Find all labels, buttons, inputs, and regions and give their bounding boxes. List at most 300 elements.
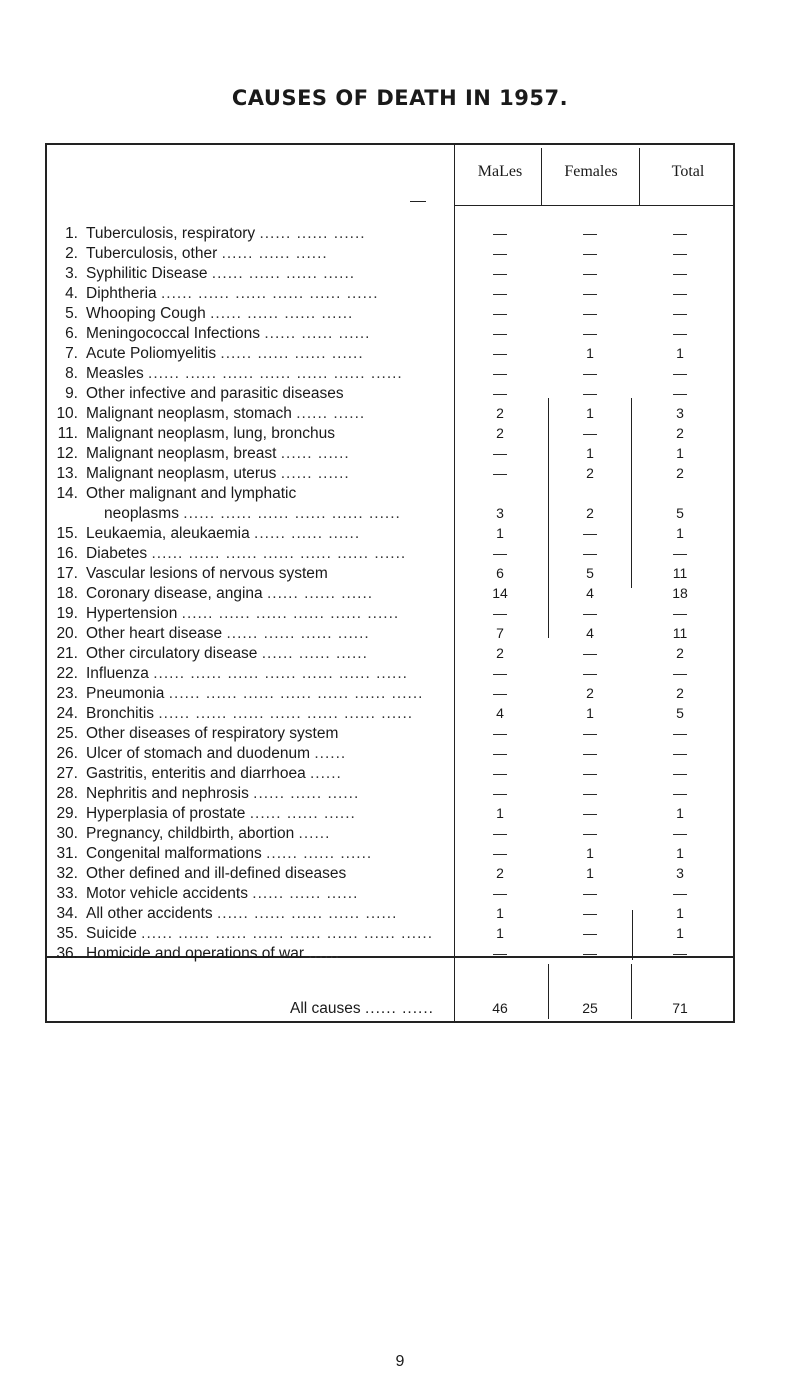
cell-females: 5 (586, 565, 594, 581)
cell-males: — (493, 845, 507, 861)
row-label (86, 345, 451, 363)
cell-total: 1 (676, 445, 684, 461)
header-underline (454, 205, 735, 206)
row-leader-dots: ...... ...... (280, 465, 350, 482)
row-number: 9. (65, 385, 78, 402)
cell-females: 1 (586, 445, 594, 461)
table-row (0, 585, 800, 605)
row-number: 31. (56, 845, 78, 862)
row-label (86, 565, 451, 583)
row-number: 19. (56, 605, 78, 622)
column-header-males: MaLes (477, 163, 523, 180)
cell-males: 1 (496, 925, 504, 941)
totals-label-dots: ...... ...... (364, 1000, 434, 1017)
cell-males: 2 (496, 865, 504, 881)
cell-males: — (493, 445, 507, 461)
row-number: 15. (56, 525, 78, 542)
cell-females: — (583, 365, 597, 381)
row-number: 20. (56, 625, 78, 642)
table-row (0, 725, 800, 745)
row-number: 27. (56, 765, 78, 782)
row-label (86, 305, 451, 323)
cell-males: — (493, 825, 507, 841)
row-leader-dots: ...... ...... ...... ...... ...... (216, 905, 398, 922)
row-label (86, 865, 451, 883)
row-number: 10. (56, 405, 78, 422)
column-header-total: Total (671, 163, 705, 180)
totals-label (290, 1000, 434, 1018)
row-label (86, 585, 451, 603)
row-label-text: Other circulatory disease (86, 645, 258, 662)
cell-total: — (673, 305, 687, 321)
row-label-text: Homicide and operations of war (86, 945, 304, 962)
row-number: 36. (56, 945, 78, 962)
row-leader-dots: ...... ...... ...... (221, 245, 328, 262)
row-label-text: Measles (86, 365, 144, 382)
cell-females: — (583, 265, 597, 281)
cell-females: — (583, 665, 597, 681)
page-title: CAUSES OF DEATH IN 1957. (231, 86, 569, 110)
row-number: 2. (65, 245, 78, 262)
table-row (0, 525, 800, 545)
row-number: 30. (56, 825, 78, 842)
row-number: 8. (65, 365, 78, 382)
row-number: 5. (65, 305, 78, 322)
table-row (0, 305, 800, 325)
row-leader-dots: ...... ...... ...... (254, 525, 361, 542)
row-label (86, 825, 451, 843)
cell-males: — (493, 305, 507, 321)
cell-males: 1 (496, 525, 504, 541)
row-label-text: Malignant neoplasm, stomach (86, 405, 292, 422)
row-leader-dots: ...... (298, 825, 331, 842)
cell-females: — (583, 225, 597, 241)
row-leader-dots: ...... ...... ...... (259, 225, 366, 242)
row-number: 7. (65, 345, 78, 362)
row-label-text: Other infective and parasitic diseases (86, 385, 344, 402)
row-leader-dots: ...... ...... ...... (261, 645, 368, 662)
row-leader-dots: ...... ...... ...... ...... ...... ...... ...... (168, 685, 424, 702)
cell-females: — (583, 525, 597, 541)
row-label-text: Hyperplasia of prostate (86, 805, 246, 822)
table-row (0, 405, 800, 425)
table-row (0, 545, 800, 565)
row-label (86, 605, 451, 623)
row-label-text: Malignant neoplasm, lung, bronchus (86, 425, 336, 442)
row-leader-dots: ...... ...... ...... ...... ...... ...... (183, 505, 401, 522)
row-leader-dots: ...... ...... (280, 445, 350, 462)
divider-females-total (639, 148, 640, 206)
row-number: 14. (56, 485, 78, 502)
row-label-text: Influenza (86, 665, 149, 682)
cell-females: — (583, 425, 597, 441)
row-label-text: Malignant neoplasm, breast (86, 445, 277, 462)
table-row (0, 445, 800, 465)
table-row (0, 465, 800, 485)
cell-males: 14 (492, 585, 508, 601)
table-row (0, 865, 800, 885)
row-label (86, 685, 451, 703)
row-label (86, 525, 451, 543)
column-header-females: Females (564, 163, 618, 180)
cell-females: — (583, 905, 597, 921)
cell-males: — (493, 745, 507, 761)
row-label-text: Pneumonia (86, 685, 165, 702)
divider-totals-1 (454, 956, 455, 1023)
cell-total: — (673, 545, 687, 561)
table-row (0, 425, 800, 445)
cell-total: 3 (676, 405, 684, 421)
row-label (86, 925, 451, 943)
row-label (86, 325, 451, 343)
table-row (0, 785, 800, 805)
divider-males-females (541, 148, 542, 206)
cell-total: 2 (676, 425, 684, 441)
cell-males: — (493, 605, 507, 621)
cell-females: 2 (586, 505, 594, 521)
cell-males: — (493, 385, 507, 401)
cell-total: — (673, 605, 687, 621)
cell-total: 18 (672, 585, 688, 601)
cell-total: — (673, 225, 687, 241)
cell-females: 2 (586, 465, 594, 481)
cell-females: — (583, 325, 597, 341)
row-label (86, 265, 451, 283)
cell-males: — (493, 885, 507, 901)
row-label-text: Whooping Cough (86, 305, 206, 322)
cell-females: — (583, 785, 597, 801)
row-label (86, 225, 451, 243)
cell-total: 1 (676, 905, 684, 921)
cell-males: 7 (496, 625, 504, 641)
cell-females: — (583, 305, 597, 321)
row-number: 21. (56, 645, 78, 662)
cell-males: — (493, 225, 507, 241)
row-number: 29. (56, 805, 78, 822)
row-number: 18. (56, 585, 78, 602)
row-leader-dots: ...... ...... ...... ...... (220, 345, 364, 362)
cell-females: 1 (586, 865, 594, 881)
row-label (86, 625, 451, 643)
table-row (0, 245, 800, 265)
cell-females: — (583, 245, 597, 261)
total-females: 25 (582, 1000, 598, 1016)
table-row (0, 825, 800, 845)
row-label (86, 285, 451, 303)
row-number: 24. (56, 705, 78, 722)
cell-males: — (493, 465, 507, 481)
cell-females: — (583, 545, 597, 561)
table-row (0, 325, 800, 345)
table-row (0, 565, 800, 585)
row-label-text: Leukaemia, aleukaemia (86, 525, 250, 542)
cell-males: 6 (496, 565, 504, 581)
cell-females: — (583, 885, 597, 901)
row-label (86, 445, 451, 463)
row-number: 35. (56, 925, 78, 942)
row-number: 16. (56, 545, 78, 562)
row-label-text: Motor vehicle accidents (86, 885, 248, 902)
row-label-text: Other defined and ill-defined diseases (86, 865, 347, 882)
row-label (86, 245, 451, 263)
row-label (86, 805, 451, 823)
cell-males: — (493, 265, 507, 281)
row-leader-dots: ...... ...... ...... (266, 585, 374, 602)
cell-total: 11 (672, 625, 688, 641)
cell-females: 1 (586, 405, 594, 421)
row-label (86, 905, 451, 923)
row-label-text: Vascular lesions of nervous system (86, 565, 328, 582)
row-label-text: Suicide (86, 925, 137, 942)
table-row (0, 285, 800, 305)
row-number: 3. (65, 265, 78, 282)
row-leader-dots: ...... ...... ...... (266, 845, 373, 862)
row-label (86, 705, 451, 723)
row-label (86, 465, 451, 483)
cell-females: 1 (586, 705, 594, 721)
cell-total: 2 (676, 685, 684, 701)
cell-males: 2 (496, 405, 504, 421)
cell-total: 1 (676, 805, 684, 821)
cell-total: — (673, 245, 687, 261)
cell-females: — (583, 725, 597, 741)
cell-total: — (673, 385, 687, 401)
row-label (86, 385, 451, 403)
cell-total: 1 (676, 845, 684, 861)
row-label (86, 645, 451, 663)
divider-totals-2 (548, 964, 549, 1019)
row-label-text: Gastritis, enteritis and diarrhoea (86, 765, 306, 782)
table-row (0, 845, 800, 865)
row-number: 33. (56, 885, 78, 902)
cell-total: 1 (676, 525, 684, 541)
cell-males: — (493, 325, 507, 341)
header-mark (410, 201, 426, 202)
table-row (0, 485, 800, 505)
row-number: 13. (56, 465, 78, 482)
cell-males: 2 (496, 425, 504, 441)
cell-males: — (493, 785, 507, 801)
row-label-text: Pregnancy, childbirth, abortion (86, 825, 295, 842)
cell-females: — (583, 765, 597, 781)
table-row (0, 265, 800, 285)
row-label (86, 365, 451, 383)
cell-females: — (583, 805, 597, 821)
cell-females: — (583, 645, 597, 661)
cell-males: — (493, 685, 507, 701)
cell-total: 11 (672, 565, 688, 581)
row-label-text: Diphtheria (86, 285, 157, 302)
cell-males: 3 (496, 505, 504, 521)
row-label (86, 725, 451, 743)
row-label-text: Acute Poliomyelitis (86, 345, 217, 362)
row-number: 32. (56, 865, 78, 882)
cell-males: 2 (496, 645, 504, 661)
row-leader-dots: ...... ...... ...... ...... ...... ...... (181, 605, 400, 622)
cell-total: — (673, 285, 687, 301)
row-leader-dots: ...... ...... ...... ...... (226, 625, 370, 642)
cell-total: 2 (676, 465, 684, 481)
row-label-text: Other malignant and lymphatic (86, 485, 297, 502)
row-number: 28. (56, 785, 78, 802)
row-leader-dots: ...... ...... ...... ...... ...... ...... (160, 285, 379, 302)
row-number: 23. (56, 685, 78, 702)
row-label (104, 505, 469, 523)
cell-total: 1 (676, 345, 684, 361)
row-leader-dots: ...... (310, 765, 342, 782)
row-label-text: Syphilitic Disease (86, 265, 208, 282)
row-leader-dots: ...... ...... ...... ...... ...... ...... ...... (153, 665, 408, 682)
table-row (0, 365, 800, 385)
cell-females: — (583, 285, 597, 301)
row-label-text: Nephritis and nephrosis (86, 785, 249, 802)
row-label-text: Bronchitis (86, 705, 155, 722)
row-label (86, 945, 451, 963)
total-all: 71 (672, 1000, 688, 1016)
cell-total: 1 (676, 925, 684, 941)
row-label (86, 845, 451, 863)
cell-males: 1 (496, 905, 504, 921)
cell-total: 3 (676, 865, 684, 881)
table-row (0, 925, 800, 945)
row-label (86, 745, 451, 763)
table-row (0, 765, 800, 785)
cell-males: — (493, 945, 507, 961)
row-label-text: All other accidents (86, 905, 213, 922)
table-row (0, 385, 800, 405)
table-row (0, 685, 800, 705)
table-row (0, 625, 800, 645)
cell-females: 2 (586, 685, 594, 701)
table-row (0, 745, 800, 765)
row-label (86, 665, 451, 683)
cell-total: — (673, 765, 687, 781)
cell-females: — (583, 825, 597, 841)
page-number: 9 (395, 1353, 405, 1370)
cell-total: 5 (676, 705, 684, 721)
row-label-text: Meningococcal Infections (86, 325, 261, 342)
row-number: 6. (65, 325, 78, 342)
row-leader-dots: ...... ...... ...... (253, 785, 360, 802)
table-row (0, 905, 800, 925)
row-leader-dots: ...... ...... (296, 405, 366, 422)
cell-total: 5 (676, 505, 684, 521)
row-label (86, 485, 451, 503)
divider-totals-3 (631, 964, 632, 1019)
cell-females: — (583, 605, 597, 621)
row-leader-dots: ...... ...... ...... ...... (210, 305, 354, 322)
cell-females: 1 (586, 345, 594, 361)
row-leader-dots: ...... ...... ...... ...... ...... ...... ...... (158, 705, 414, 722)
table-row (0, 945, 800, 965)
cell-males: — (493, 545, 507, 561)
row-label (86, 425, 451, 443)
cell-total: 2 (676, 645, 684, 661)
cell-females: 4 (586, 625, 594, 641)
row-label (86, 545, 451, 563)
cell-males: — (493, 725, 507, 741)
table-row (0, 225, 800, 245)
row-label-text: Other diseases of respiratory system (86, 725, 339, 742)
row-number: 25. (56, 725, 78, 742)
row-leader-dots: ...... ...... ...... (264, 325, 371, 342)
table-row (0, 645, 800, 665)
cell-total: — (673, 725, 687, 741)
cell-total: — (673, 945, 687, 961)
row-label-text: Tuberculosis, other (86, 245, 218, 262)
table-row (0, 345, 800, 365)
row-label-text: Ulcer of stomach and duodenum (86, 745, 311, 762)
table-row (0, 505, 800, 525)
row-label-text: Other heart disease (86, 625, 223, 642)
row-number: 17. (56, 565, 78, 582)
row-leader-dots: ...... ...... ...... (249, 805, 356, 822)
cell-females: 4 (586, 585, 594, 601)
row-number: 26. (56, 745, 78, 762)
cell-total: — (673, 745, 687, 761)
table-row (0, 805, 800, 825)
cell-males: — (493, 285, 507, 301)
row-label-text: Tuberculosis, respiratory (86, 225, 256, 242)
cell-females: — (583, 945, 597, 961)
row-label (86, 785, 451, 803)
cell-total: — (673, 365, 687, 381)
row-number: 12. (56, 445, 78, 462)
row-number: 1. (65, 225, 78, 242)
row-number: 4. (65, 285, 78, 302)
row-leader-dots: ...... ...... ...... (252, 885, 359, 902)
row-leader-dots: ...... (308, 945, 341, 962)
row-label-text: Diabetes (86, 545, 148, 562)
cell-males: — (493, 245, 507, 261)
cell-total: — (673, 785, 687, 801)
row-label-text: Congenital malformations (86, 845, 262, 862)
row-leader-dots: ...... (314, 745, 347, 762)
table-row (0, 605, 800, 625)
row-label (86, 885, 451, 903)
row-leader-dots: ...... ...... ...... ...... ...... ...... ...... (148, 365, 403, 382)
row-label-text: Malignant neoplasm, uterus (86, 465, 277, 482)
table-row (0, 885, 800, 905)
cell-males: 1 (496, 805, 504, 821)
cell-total: — (673, 265, 687, 281)
row-leader-dots: ...... ...... ...... ...... ...... ...... ...... ...... (141, 925, 434, 942)
row-label (86, 405, 451, 423)
row-number: 11. (57, 425, 78, 442)
row-label-text: Hypertension (86, 605, 178, 622)
cell-males: — (493, 665, 507, 681)
row-label-text: neoplasms (104, 505, 179, 522)
total-males: 46 (492, 1000, 508, 1016)
row-number: 22. (56, 665, 78, 682)
cell-females: 1 (586, 845, 594, 861)
cell-females: — (583, 745, 597, 761)
row-leader-dots: ...... ...... ...... ...... ...... ...... ...... (151, 545, 407, 562)
cell-total: — (673, 665, 687, 681)
cell-total: — (673, 885, 687, 901)
cell-females: — (583, 385, 597, 401)
totals-label-text: All causes (290, 1000, 361, 1017)
cell-males: — (493, 765, 507, 781)
table-row (0, 665, 800, 685)
row-leader-dots: ...... ...... ...... ...... (211, 265, 356, 282)
row-number: 34. (56, 905, 78, 922)
cell-total: — (673, 325, 687, 341)
cell-total: — (673, 825, 687, 841)
cell-females: — (583, 925, 597, 941)
row-label (86, 765, 451, 783)
cell-males: — (493, 365, 507, 381)
